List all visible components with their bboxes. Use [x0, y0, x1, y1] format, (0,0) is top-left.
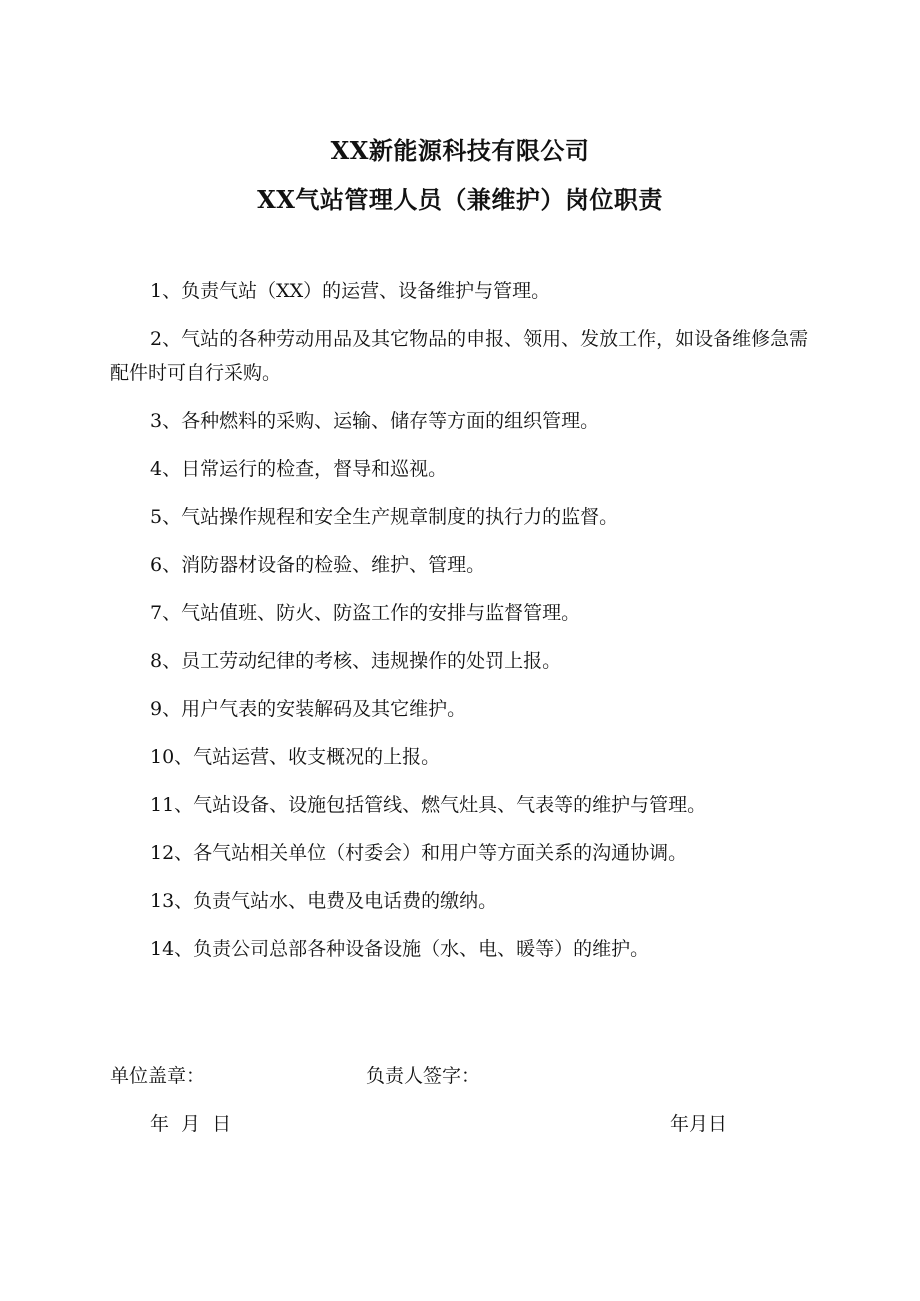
duty-item: 10、气站运营、收支概况的上报。	[150, 746, 441, 768]
document-title: XX气站管理人员（兼维护）岗位职责	[257, 185, 663, 214]
seal-label: 单位盖章：	[110, 1065, 206, 1087]
duty-item: 11、气站设备、设施包括管线、燃气灶具、气表等的维护与管理。	[150, 794, 707, 816]
duty-item: 12、各气站相关单位（村委会）和用户等方面关系的沟通协调。	[150, 842, 688, 864]
duty-item: 8、员工劳动纪律的考核、违规操作的处罚上报。	[150, 650, 562, 672]
duty-item: 2、气站的各种劳动用品及其它物品的申报、领用、发放工作，如设备维修急需配件时可自行采购。	[110, 328, 809, 384]
duty-item: 5、气站操作规程和安全生产规章制度的执行力的监督。	[150, 506, 619, 528]
duty-item: 1、负责气站（XX）的运营、设备维护与管理。	[150, 280, 551, 302]
duty-item: 6、消防器材设备的检验、维护、管理。	[150, 554, 486, 576]
duty-item: 14、负责公司总部各种设备设施（水、电、暖等）的维护。	[150, 938, 650, 960]
duty-item: 3、各种燃料的采购、运输、储存等方面的组织管理。	[150, 410, 600, 432]
duty-item: 13、负责气站水、电费及电话费的缴纳。	[150, 890, 498, 912]
duty-item: 7、气站值班、防火、防盗工作的安排与监督管理。	[150, 602, 581, 624]
date-left: 年 月 日	[150, 1113, 232, 1135]
duty-item: 9、用户气表的安装解码及其它维护。	[150, 698, 467, 720]
signer-label: 负责人签字：	[366, 1065, 481, 1087]
duty-item: 4、日常运行的检查，督导和巡视。	[150, 458, 448, 480]
company-name: XX新能源科技有限公司	[330, 136, 590, 165]
date-right: 年月日	[670, 1113, 728, 1135]
duty-list	[110, 274, 820, 966]
